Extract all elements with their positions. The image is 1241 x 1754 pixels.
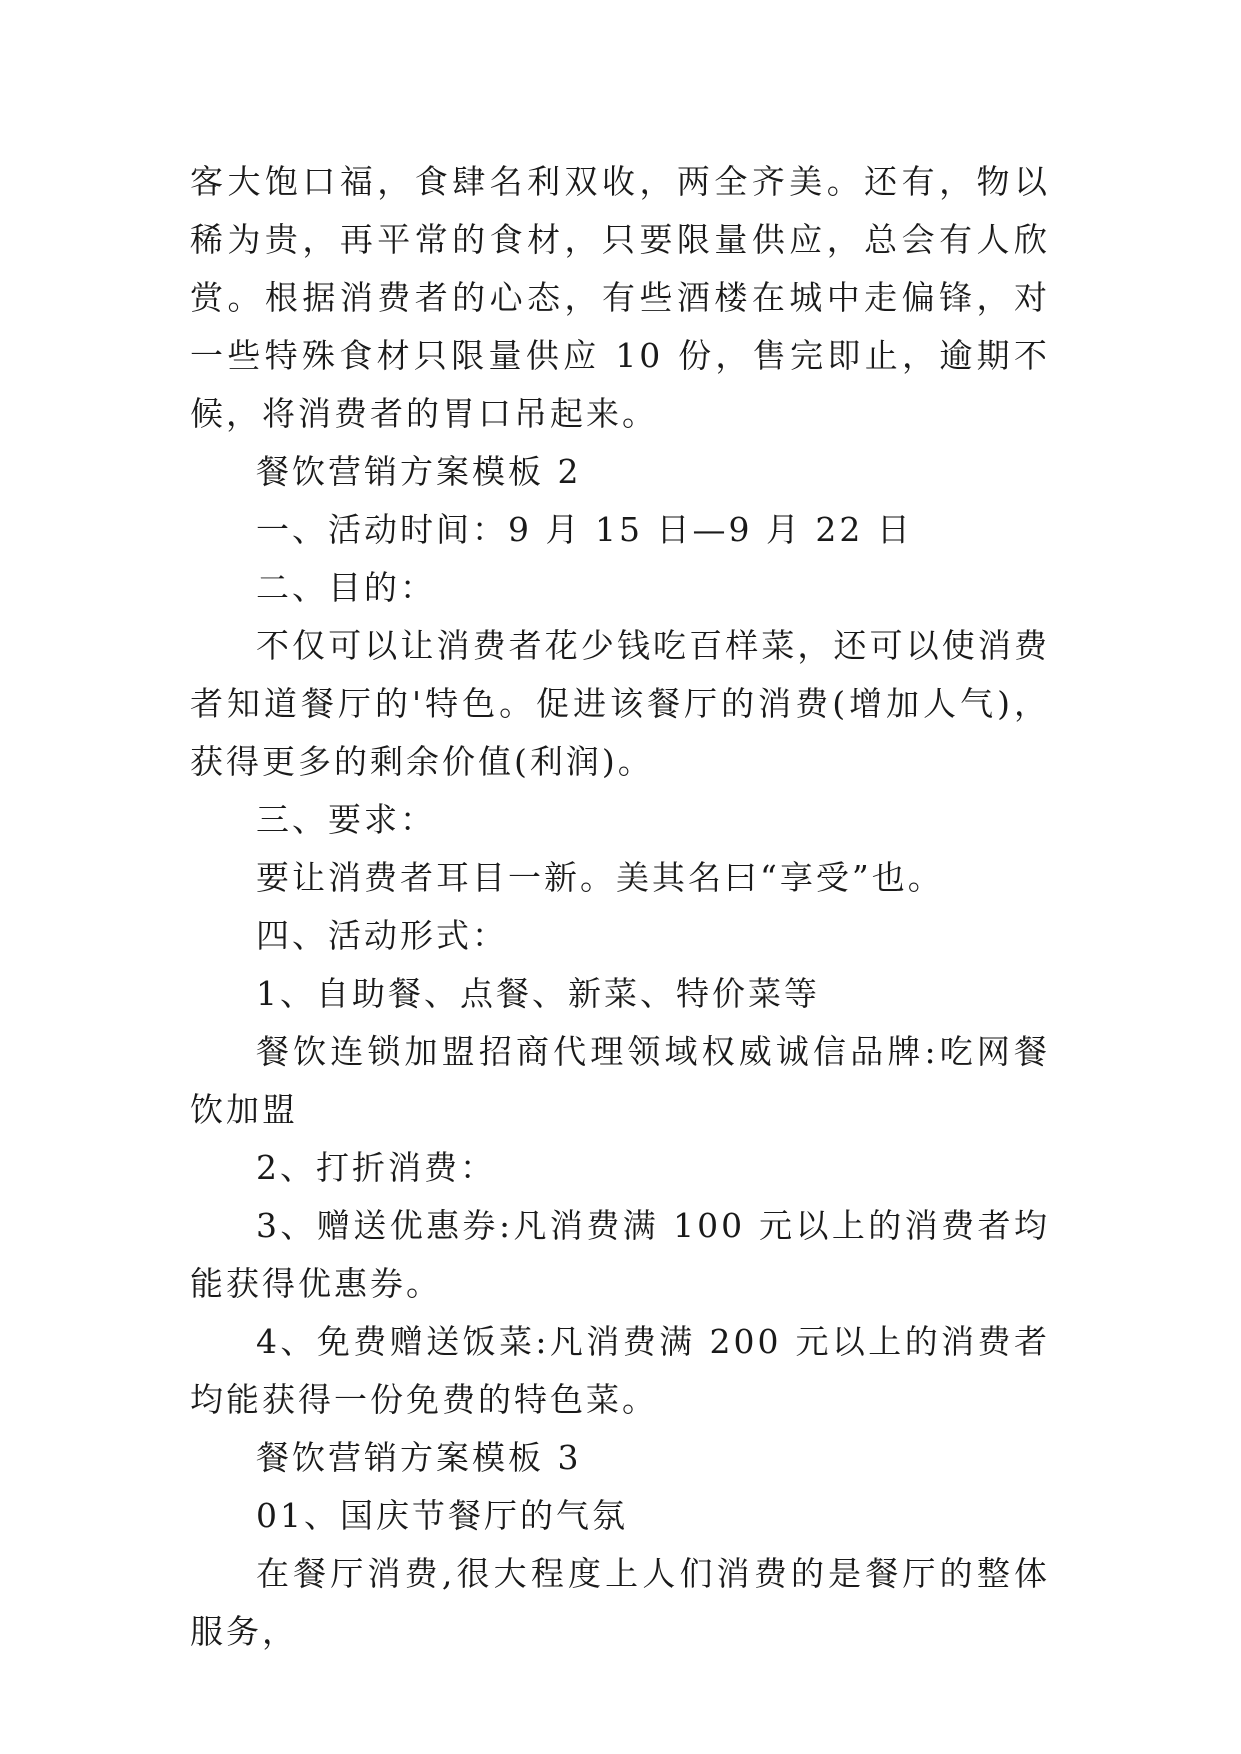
paragraph: 不仅可以让消费者花少钱吃百样菜，还可以使消费者知道餐厅的'特色。促进该餐厅的消费(增加人气)，获得更多的剩余价值(利润)。 <box>190 626 1050 781</box>
paragraph: 餐饮连锁加盟招商代理领域权威诚信品牌:吃网餐饮加盟 <box>190 1032 1050 1129</box>
paragraph: 二、目的： <box>256 568 436 607</box>
document-body <box>190 153 1050 1661</box>
section-heading: 餐饮营销方案模板 3 <box>256 1438 582 1477</box>
paragraph: 四、活动形式： <box>256 916 508 955</box>
paragraph: 3、赠送优惠券:凡消费满 100 元以上的消费者均能获得优惠券。 <box>190 1206 1050 1303</box>
paragraph: 在餐厅消费,很大程度上人们消费的是餐厅的整体服务， <box>190 1554 1050 1651</box>
paragraph: 要让消费者耳目一新。美其名曰“享受”也。 <box>256 858 944 897</box>
section-heading: 餐饮营销方案模板 2 <box>256 452 582 491</box>
paragraph: 三、要求： <box>256 800 436 839</box>
paragraph: 4、免费赠送饭菜:凡消费满 200 元以上的消费者均能获得一份免费的特色菜。 <box>190 1322 1050 1419</box>
paragraph: 1、自助餐、点餐、新菜、特价菜等 <box>256 974 820 1013</box>
paragraph: 2、打折消费： <box>256 1148 496 1187</box>
paragraph: 一、活动时间：9 月 15 日—9 月 22 日 <box>256 510 913 549</box>
paragraph: 01、国庆节餐厅的气氛 <box>256 1496 628 1535</box>
paragraph: 客大饱口福，食肆名利双收，两全齐美。还有，物以稀为贵，再平常的食材，只要限量供应，总会有人欣赏。根据消费者的心态，有些酒楼在城中走偏锋，对一些特殊食材只限量供应 10 份，售完即止，逾期不候，将消费者的胃口吊起来。 <box>190 162 1050 433</box>
